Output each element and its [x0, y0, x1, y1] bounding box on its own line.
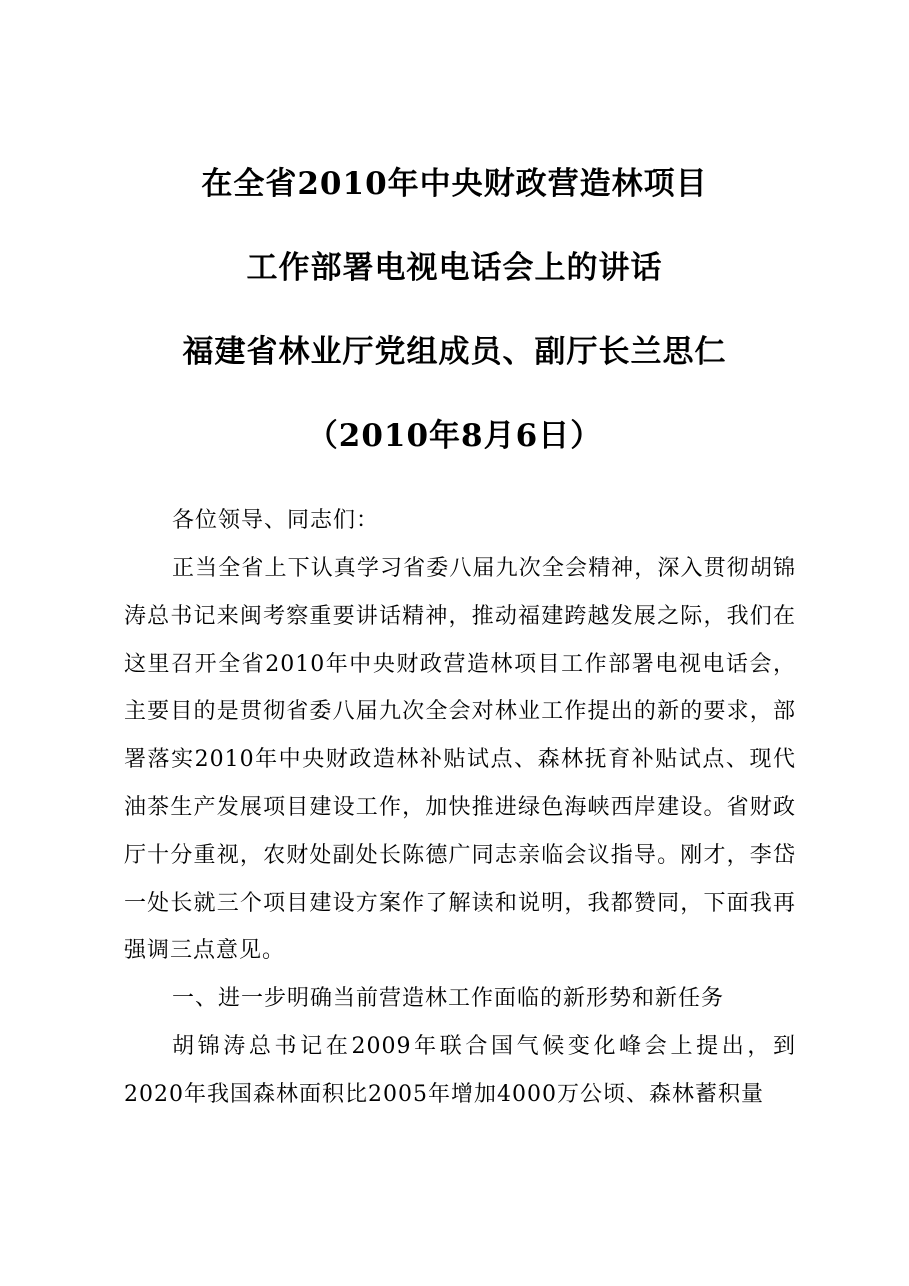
date-line: （2010年8月6日）: [306, 418, 603, 454]
document-title-line-1: 在全省2010年中央财政营造林项目: [201, 166, 708, 202]
salutation: 各位领导、同志们：: [172, 508, 380, 533]
paragraph-2: 胡锦涛总书记在2009年联合国气候变化峰会上提出，到2020年我国森林面积比2005年增加4000万公顷、森林蓄积量: [124, 1034, 796, 1107]
section-heading-1: 一、进一步明确当前营造林工作面临的新形势和新任务: [172, 986, 725, 1011]
document-title-line-2: 工作部署电视电话会上的讲话: [246, 250, 663, 286]
speaker-line: 福建省林业厅党组成员、副厅长兰思仁: [182, 334, 727, 370]
paragraph-1: 正当全省上下认真学习省委八届九次全会精神，深入贯彻胡锦涛总书记来闽考察重要讲话精神，推动福建跨越发展之际，我们在这里召开全省2010年中央财政营造林项目工作部署电视电话会，主要目的是贯彻省委八届九次全会对林业工作提出的新的要求，部署落实2010年中央财政造林补贴试点、森林抚育补贴试点、现代油茶生产发展项目建设工作，加快推进绿色海峡西岸建设。省财政厅十分重视，农财处副处长陈德广同志亲临会议指导。刚才，李岱一处长就三个项目建设方案作了解读和说明，我都赞同，下面我再强调三点意见。: [124, 556, 796, 964]
